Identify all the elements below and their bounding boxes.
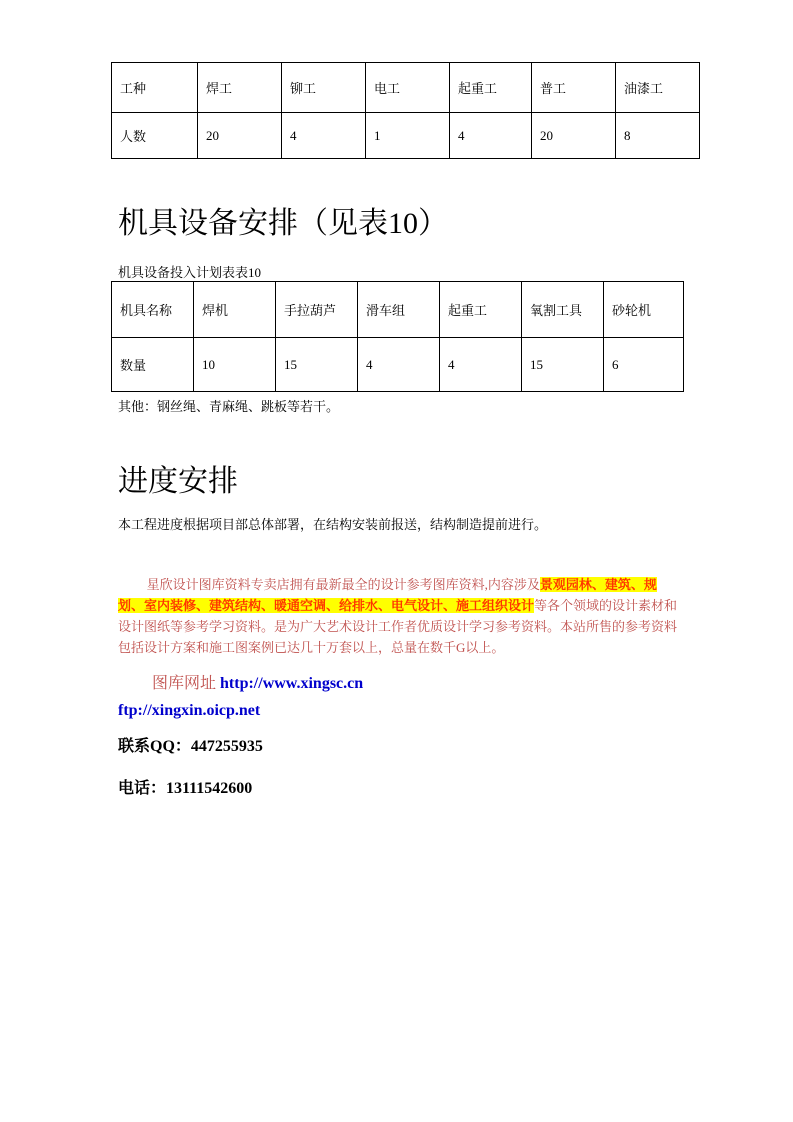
table-cell: 手拉葫芦	[276, 282, 358, 338]
gallery-url-link[interactable]: http://www.xingsc.cn	[220, 675, 364, 692]
equipment-table-caption: 机具设备投入计划表表10	[118, 265, 262, 280]
workers-count-row	[112, 113, 700, 159]
promo-highlight: 景观园林、建筑、规划、室内装修、建筑结构、暖通空调、给排水、电气设计、施工组织设计	[118, 577, 657, 613]
table-cell: 起重工	[440, 282, 522, 338]
qq-label: 联系QQ：	[118, 738, 191, 755]
phone-number: 13111542600	[166, 780, 253, 797]
table-cell: 4	[358, 338, 440, 392]
workers-table	[111, 62, 700, 159]
phone-line	[118, 775, 252, 798]
schedule-heading: 进度安排	[118, 465, 238, 498]
table-cell: 机具名称	[112, 282, 194, 338]
ftp-link[interactable]: ftp://xingxin.oicp.net	[118, 702, 261, 719]
equipment-note: 其他：钢丝绳、青麻绳、跳板等若干。	[118, 399, 340, 414]
table-cell: 焊机	[194, 282, 276, 338]
table-cell: 焊工	[198, 63, 282, 113]
table-cell: 15	[522, 338, 604, 392]
equipment-quantity-row	[112, 338, 684, 392]
table-cell: 铆工	[282, 63, 366, 113]
table-cell: 氧割工具	[522, 282, 604, 338]
promo-rest: 等各个领域的设计素材和设计图纸等参考学习资料。是为广大艺术设计工作者优质设计学习参考资料。本站所售的参考资料包括设计方案和施工图案例已达几十万套以上，总量在数千G以上。	[118, 598, 678, 655]
table-cell: 4	[450, 113, 532, 159]
qq-number: 447255935	[190, 738, 263, 755]
equipment-header-row	[112, 282, 684, 338]
table-cell: 4	[282, 113, 366, 159]
gallery-label: 图库网址	[152, 675, 217, 692]
table-cell: 20	[532, 113, 616, 159]
equipment-table	[111, 281, 684, 392]
table-cell: 6	[604, 338, 684, 392]
table-cell: 20	[198, 113, 282, 159]
promo-intro: 星欣设计图库资料专卖店拥有最新最全的设计参考图库资料,内容涉及	[146, 577, 540, 592]
table-cell: 起重工	[450, 63, 532, 113]
table-cell: 油漆工	[616, 63, 700, 113]
table-cell: 普工	[532, 63, 616, 113]
equipment-heading: 机具设备安排（见表10）	[118, 207, 448, 240]
table-cell: 8	[616, 113, 700, 159]
table-cell: 电工	[366, 63, 450, 113]
schedule-text: 本工程进度根据项目部总体部署，在结构安装前报送，结构制造提前进行。	[118, 517, 548, 532]
table-cell: 10	[194, 338, 276, 392]
table-cell: 1	[366, 113, 450, 159]
table-cell: 砂轮机	[604, 282, 684, 338]
qq-line	[118, 733, 263, 756]
table-cell: 15	[276, 338, 358, 392]
table-cell: 人数	[112, 113, 198, 159]
workers-header-row	[112, 63, 700, 113]
table-cell: 4	[440, 338, 522, 392]
table-cell: 数量	[112, 338, 194, 392]
promo-paragraph	[118, 574, 678, 658]
table-cell: 工种	[112, 63, 198, 113]
table-cell: 滑车组	[358, 282, 440, 338]
gallery-line	[152, 670, 363, 693]
phone-label: 电话：	[118, 780, 167, 797]
